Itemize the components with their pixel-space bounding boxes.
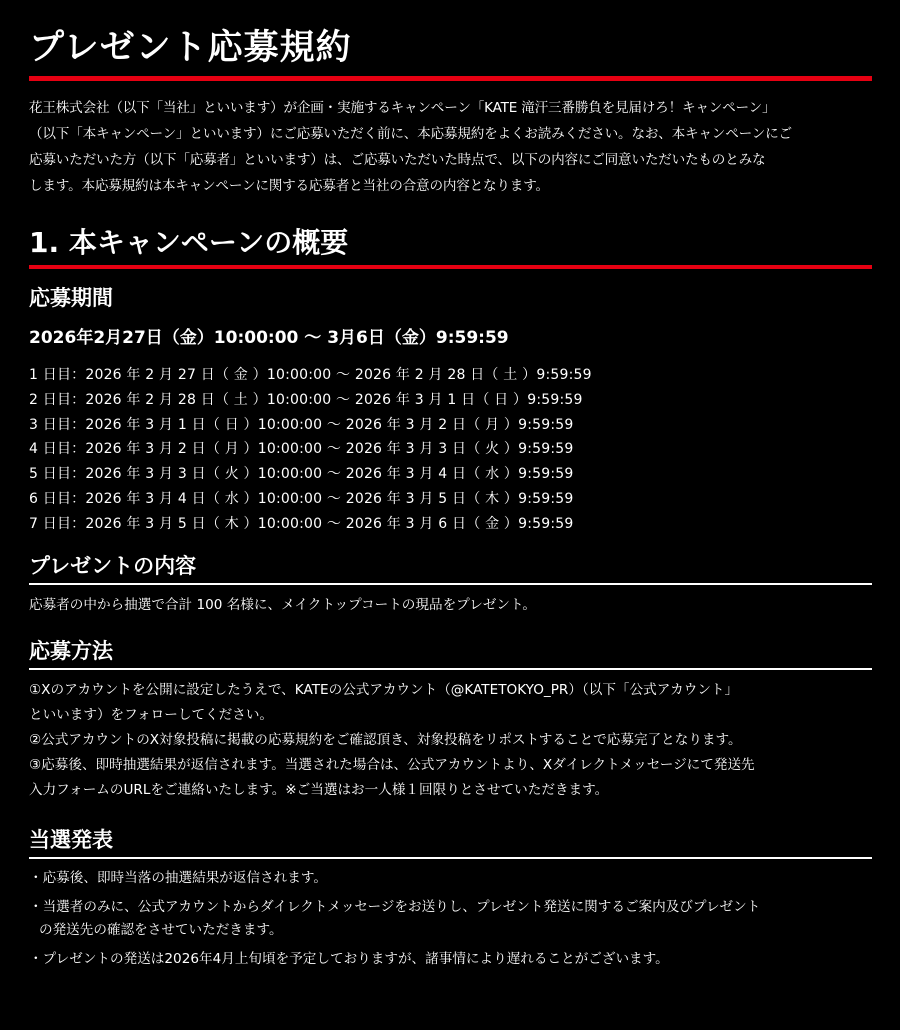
method-line: といいます）をフォローしてください。 — [29, 706, 274, 723]
page-title: プレゼント応募規約 — [29, 28, 352, 68]
announcement-item — [29, 867, 872, 890]
day-schedule-item: 4 日目：2026 年 3 月 2 日（ 月 ）10:00:00 ～ 2026 年 3 月 3 日（ 火 ）9:59:59 — [29, 441, 574, 458]
intro-line: （以下「本キャンペーン」といいます）にご応募いただく前に、本応募規約をよくお読みください。なお、本キャンペーンにご — [29, 126, 792, 142]
day-schedule-item: 5 日目：2026 年 3 月 3 日（ 火 ）10:00:00 ～ 2026 年 3 月 4 日（ 水 ）9:59:59 — [29, 466, 574, 483]
announcement-heading: 当選発表 — [29, 827, 113, 852]
method-line: ②公式アカウントのX対象投稿に掲載の応募規約をご確認頂き、対象投稿をリポストすることで応募完了となります。 — [29, 731, 742, 748]
announcement-line: ・プレゼントの発送は2026年4月上旬頃を予定しておりますが、諸事情により遅れることがございます。 — [29, 950, 669, 967]
announcement-item — [29, 948, 872, 971]
announcement-line: ・応募後、即時当落の抽選結果が返信されます。 — [29, 869, 327, 886]
period-heading: 応募期間 — [29, 286, 113, 310]
intro-line: 花王株式会社（以下「当社」といいます）が企画・実施するキャンペーン「KATE 滝汗三番勝負を見届けろ！キャンペーン」 — [29, 100, 776, 116]
day-schedule-list — [29, 363, 872, 537]
day-schedule-item: 1 日目：2026 年 2 月 27 日（ 金 ）10:00:00 ～ 2026 年 2 月 28 日（ 土 ）9:59:59 — [29, 367, 592, 383]
title-divider — [29, 76, 872, 81]
announcement-list — [29, 867, 872, 971]
method-line: 入力フォームのURLをご連絡いたします。※ご当選はお一人様１回限りとさせていただきます。 — [29, 781, 609, 798]
method-line: ③応募後、即時抽選結果が返信されます。当選された場合は、公式アカウントより、Xダイレクトメッセージにて発送先 — [29, 756, 755, 773]
present-text — [29, 593, 872, 618]
day-schedule-item: 2 日目：2026 年 2 月 28 日（ 土 ）10:00:00 ～ 2026 年 3 月 1 日（ 日 ）9:59:59 — [29, 391, 583, 408]
present-divider — [29, 583, 872, 585]
intro-line: 応募いただいた方（以下「応募者」といいます）は、ご応募いただいた時点で、以下の内容にご同意いただいたものとみな — [29, 152, 766, 168]
method-section — [29, 636, 872, 803]
announcement-line: の発送先の確認をさせていただきます。 — [39, 921, 283, 938]
announcement-divider — [29, 857, 872, 859]
method-text — [29, 678, 872, 803]
method-divider — [29, 668, 872, 670]
intro-paragraph — [29, 95, 872, 199]
day-schedule-item: 6 日目：2026 年 3 月 4 日（ 水 ）10:00:00 ～ 2026 年 3 月 5 日（ 木 ）9:59:59 — [29, 490, 574, 507]
present-line: 応募者の中から抽選で合計 100 名様に、メイクトップコートの現品をプレゼント。 — [29, 596, 536, 613]
present-heading: プレゼントの内容 — [29, 553, 197, 578]
section-title-overview: 1. 本キャンペーンの概要 — [29, 226, 349, 259]
announcement-section — [29, 825, 872, 971]
section-divider — [29, 265, 872, 269]
announcement-line: ・当選者のみに、公式アカウントからダイレクトメッセージをお送りし、プレゼント発送に関するご案内及びプレゼント — [29, 898, 761, 915]
present-section — [29, 551, 872, 618]
day-schedule-item: 3 日目：2026 年 3 月 1 日（ 日 ）10:00:00 ～ 2026 年 3 月 2 日（ 月 ）9:59:59 — [29, 416, 574, 433]
intro-line: します。本応募規約は本キャンペーンに関する応募者と当社の合意の内容となります。 — [29, 178, 549, 194]
day-schedule-item: 7 日目：2026 年 3 月 5 日（ 木 ）10:00:00 ～ 2026 年 3 月 6 日（ 金 ）9:59:59 — [29, 515, 574, 532]
method-line: ①Xのアカウントを公開に設定したうえで、KATEの公式アカウント（@KATETOKYO_PR）（以下「公式アカウント」 — [29, 681, 739, 698]
announcement-item — [29, 896, 872, 942]
period-summary: 2026年2月27日（金）10:00:00 ～ 3月6日（金）9:59:59 — [29, 328, 509, 348]
method-heading: 応募方法 — [29, 638, 113, 663]
